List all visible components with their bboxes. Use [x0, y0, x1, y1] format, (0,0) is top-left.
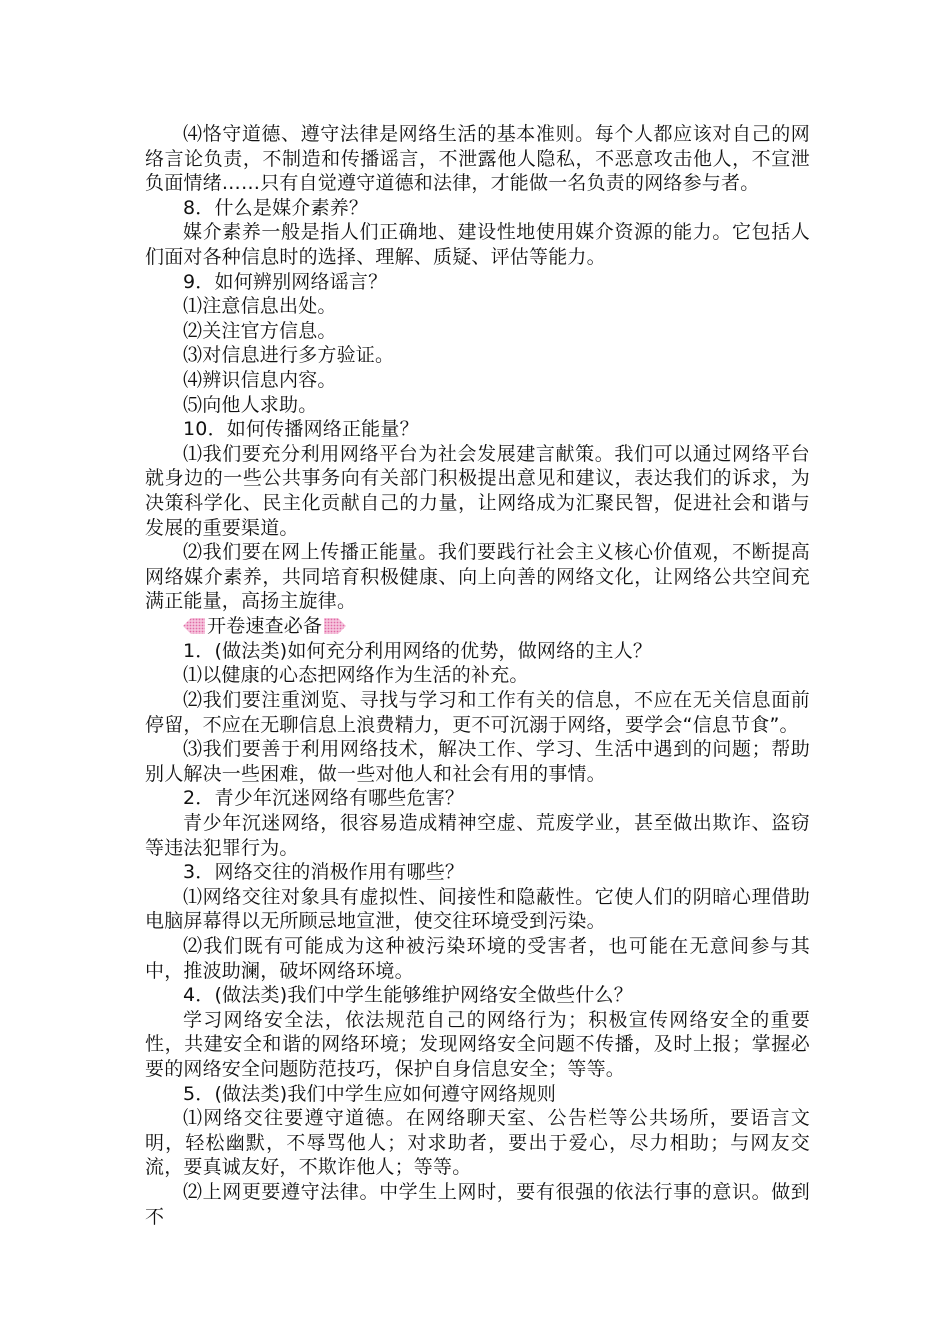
list-item: ⑷辨识信息内容。 — [183, 368, 337, 391]
paragraph: 媒介素养一般是指人们正确地、建设性地使用媒介资源的能力。它包括人们面对各种信息时的选择、理解、质疑、评估等能力。 — [145, 221, 810, 268]
paragraph: ⑴以健康的心态把网络作为生活的补充。 — [183, 664, 529, 687]
question-heading: 4．(做法类)我们中学生能够维护网络安全做些什么？ — [183, 984, 633, 1007]
diamond-icon — [324, 618, 346, 634]
paragraph: ⑷恪守道德、遵守法律是网络生活的基本准则。每个人都应该对自己的网络言论负责，不制造和传播谣言，不泄露他人隐私，不恶意攻击他人，不宣泄负面情绪……只有自觉遵守道德和法律，才能做一名负责的网络参与者。 — [145, 123, 810, 195]
list-item: ⑸向他人求助。 — [183, 393, 318, 416]
question-heading: 9．如何辨别网络谣言？ — [183, 270, 388, 293]
paragraph: ⑶我们要善于利用网络技术，解决工作、学习、生活中遇到的问题；帮助别人解决一些困难，做一些对他人和社会有用的事情。 — [145, 738, 810, 785]
paragraph: ⑴我们要充分利用网络平台为社会发展建言献策。我们可以通过网络平台就身边的一些公共事务向有关部门积极提出意见和建议，表达我们的诉求，为决策科学化、民主化贡献自己的力量，让网络成为汇聚民智，促进社会和谐与发展的重要渠道。 — [145, 442, 810, 539]
diamond-icon — [183, 618, 205, 634]
question-heading: 8．什么是媒介素养？ — [183, 196, 369, 219]
question-heading: 1．(做法类)如何充分利用网络的优势，做网络的主人？ — [183, 639, 653, 662]
paragraph: ⑴网络交往对象具有虚拟性、间接性和隐蔽性。它使人们的阴暗心理借助电脑屏幕得以无所顾忌地宣泄，使交往环境受到污染。 — [145, 885, 810, 933]
question-heading: 3．网络交往的消极作用有哪些？ — [183, 861, 465, 884]
section-banner-title: 开卷速查必备 — [207, 615, 323, 638]
list-item: ⑶对信息进行多方验证。 — [183, 344, 395, 367]
question-heading: 2．青少年沉迷网络有哪些危害？ — [183, 787, 465, 810]
question-heading: 10．如何传播网络正能量？ — [183, 418, 419, 441]
list-item: ⑵关注官方信息。 — [183, 319, 337, 342]
question-heading: 5．(做法类)我们中学生应如何遵守网络规则 — [183, 1082, 557, 1105]
list-item: ⑴注意信息出处。 — [183, 295, 337, 318]
paragraph: 学习网络安全法，依法规范自己的网络行为；积极宣传网络安全的重要性，共建安全和谐的网络环境；发现网络安全问题不传播，及时上报；掌握必要的网络安全问题防范技巧，保护自身信息安全；等等。 — [145, 1008, 810, 1080]
paragraph: ⑵我们要注重浏览、寻找与学习和工作有关的信息，不应在无关信息面前停留，不应在无聊信息上浪费精力，更不可沉溺于网络，要学会“信息节食”。 — [145, 689, 810, 736]
paragraph: 青少年沉迷网络，很容易造成精神空虚、荒废学业，甚至做出欺诈、盗窃等违法犯罪行为。 — [145, 812, 810, 859]
paragraph: ⑵上网更要遵守法律。中学生上网时，要有很强的依法行事的意识。做到不 — [145, 1180, 810, 1228]
paragraph: ⑵我们要在网上传播正能量。我们要践行社会主义核心价值观，不断提高网络媒介素养，共同培育积极健康、向上向善的网络文化，让网络公共空间充满正能量，高扬主旋律。 — [145, 541, 810, 613]
paragraph: ⑴网络交往要遵守道德。在网络聊天室、公告栏等公共场所，要语言文明，轻松幽默，不辱骂他人；对求助者，要出于爱心，尽力相助；与网友交流，要真诚友好，不欺诈他人；等等。 — [145, 1107, 810, 1179]
paragraph: ⑵我们既有可能成为这种被污染环境的受害者，也可能在无意间参与其中，推波助澜，破坏网络环境。 — [145, 935, 810, 982]
section-banner — [183, 614, 810, 639]
document-body — [145, 122, 810, 1229]
